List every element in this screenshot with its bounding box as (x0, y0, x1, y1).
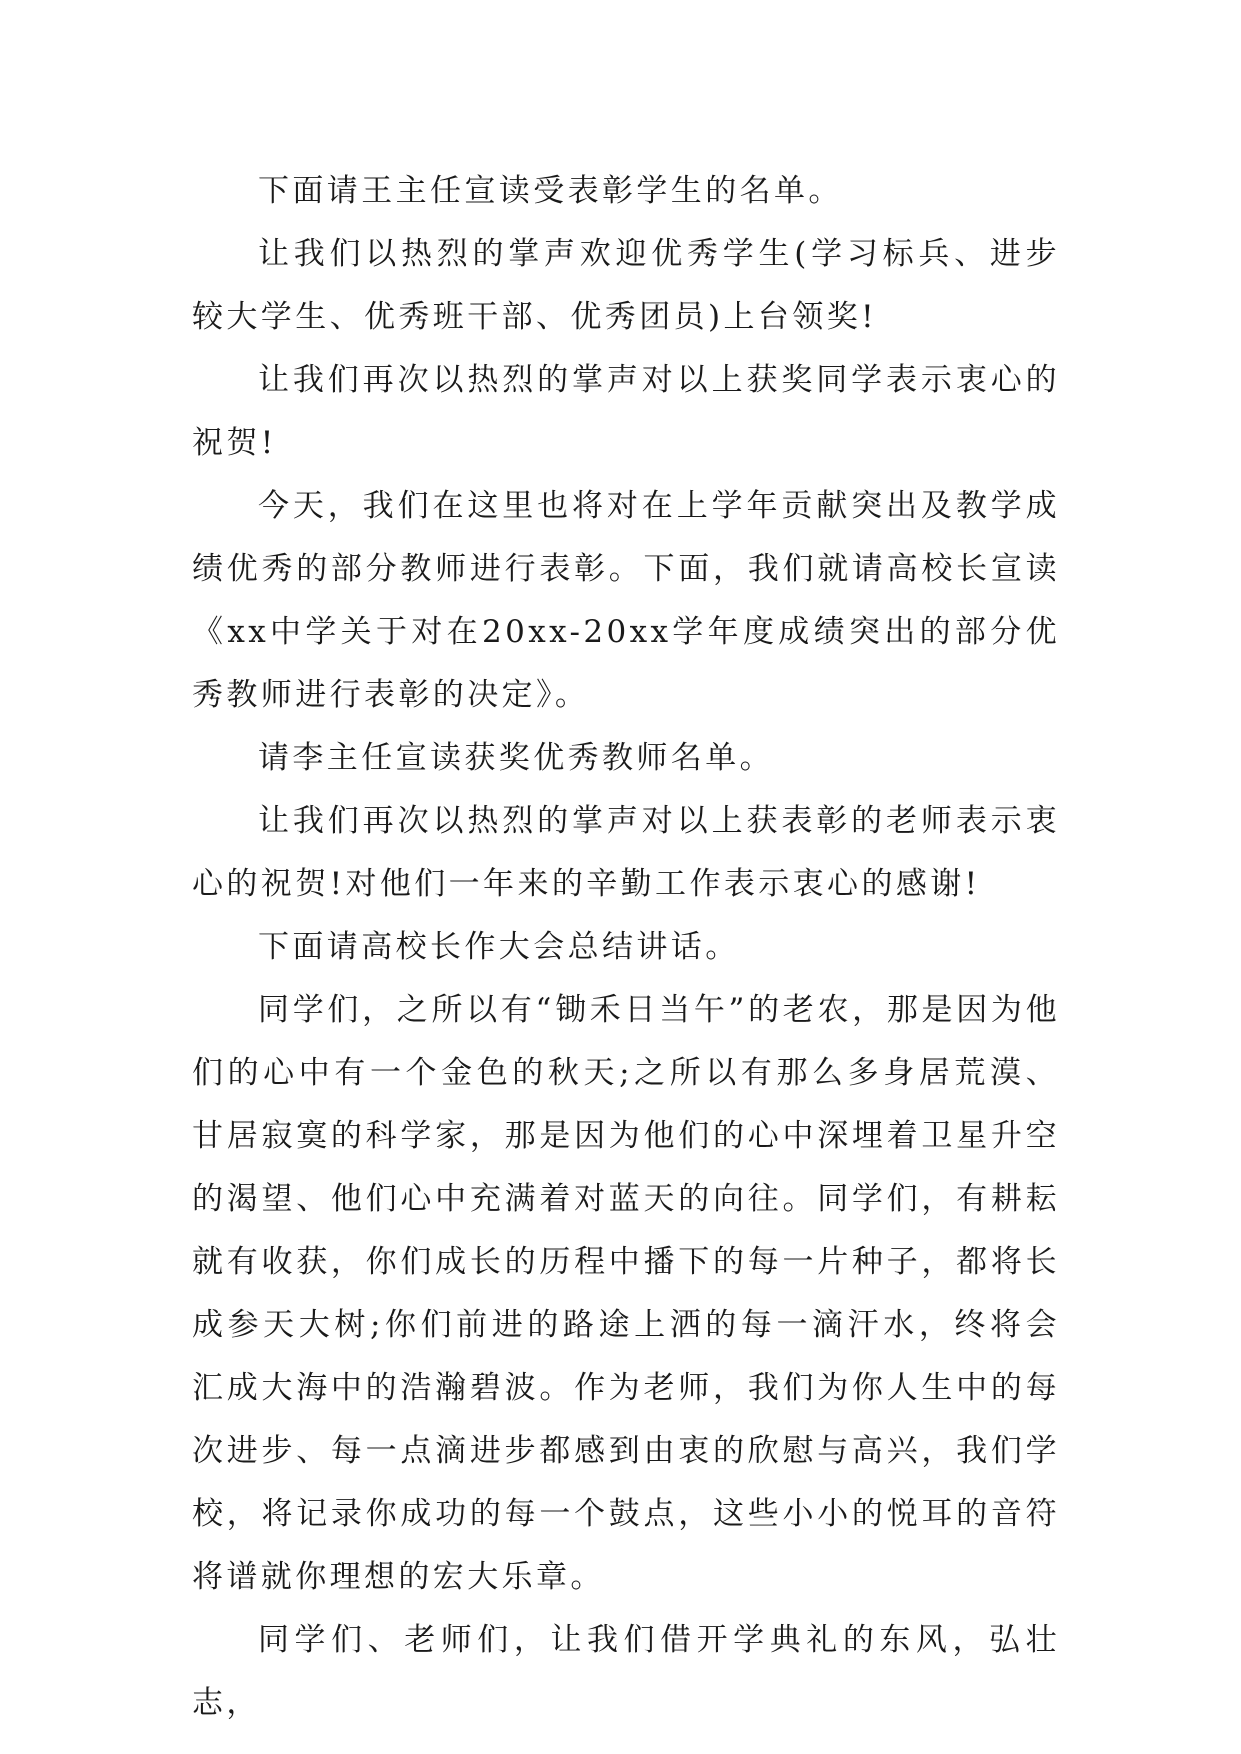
paragraph-teacher-commendation: 今天，我们在这里也将对在上学年贡献突出及教学成绩优秀的部分教师进行表彰。下面，我们就请高校长宣读《xx中学关于对在20xx-20xx学年度成绩突出的部分优秀教师进行表彰的决定》。 (192, 488, 1060, 713)
paragraph-congratulate-teachers: 让我们再次以热烈的掌声对以上获表彰的老师表示衷心的祝贺!对他们一年来的辛勤工作表示衷心的感谢! (192, 803, 1060, 902)
paragraph-principal-speech: 下面请高校长作大会总结讲话。 (258, 929, 740, 965)
document-body (192, 160, 1060, 1735)
paragraph-welcome-students: 让我们以热烈的掌声欢迎优秀学生(学习标兵、进步较大学生、优秀班干部、优秀团员)上台领奖! (192, 236, 1060, 335)
paragraph-announce-student-list: 下面请王主任宣读受表彰学生的名单。 (258, 173, 843, 209)
paragraph-closing: 同学们、老师们，让我们借开学典礼的东风，弘壮志， (192, 1622, 1060, 1721)
paragraph-speech-body: 同学们，之所以有“锄禾日当午”的老农，那是因为他们的心中有一个金色的秋天;之所以有那么多身居荒漠、甘居寂寞的科学家，那是因为他们的心中深埋着卫星升空的渴望、他们心中充满着对蓝天的向往。同学们，有耕耘就有收获，你们成长的历程中播下的每一片种子，都将长成参天大树;你们前进的路途上洒的每一滴汗水，终将会汇成大海中的浩瀚碧波。作为老师，我们为你人生中的每次进步、每一点滴进步都感到由衷的欣慰与高兴，我们学校，将记录你成功的每一个鼓点，这些小小的悦耳的音符将谱就你理想的宏大乐章。 (192, 992, 1060, 1595)
paragraph-congratulate-students: 让我们再次以热烈的掌声对以上获奖同学表示衷心的祝贺! (192, 362, 1060, 461)
paragraph-announce-teacher-list: 请李主任宣读获奖优秀教师名单。 (258, 740, 774, 776)
